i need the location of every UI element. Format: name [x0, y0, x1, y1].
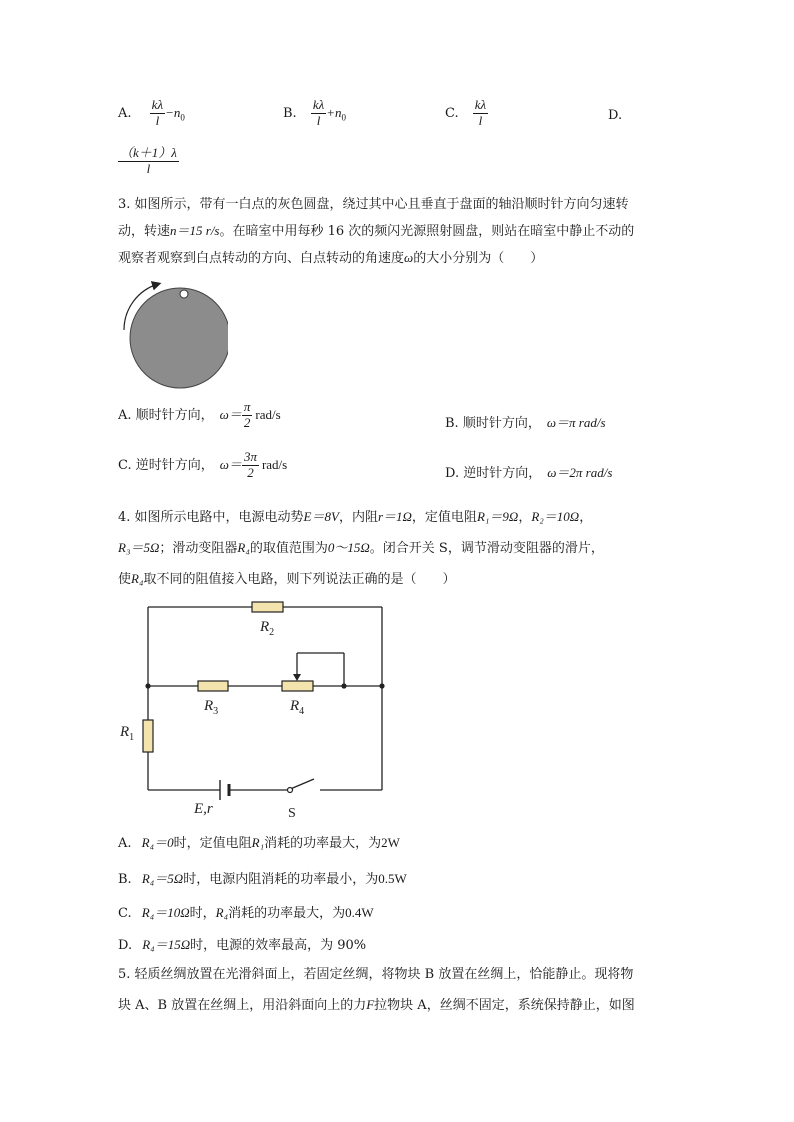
math-r3: R₃＝5Ω [118, 540, 160, 555]
q4-option-a [118, 832, 400, 851]
q2-option-b-tail: +n [326, 104, 342, 120]
math-range: 0～15Ω [327, 540, 370, 555]
text: 时，电源内阻消耗的功率最小，为 [183, 872, 379, 887]
frac-denominator: 2 [243, 414, 251, 430]
q4-stem [118, 502, 678, 595]
text: ， [579, 510, 593, 525]
math: R₄＝0 [141, 835, 174, 850]
slider-arrow-icon [293, 674, 301, 681]
label-r1: $R_1$ [120, 724, 135, 743]
text: 取不同的阻值接入电路，则下列说法正确的是（ ） [143, 572, 456, 587]
math: ω＝π rad/s [546, 415, 606, 430]
unit: rad/s [261, 456, 288, 472]
frac-denominator: l [316, 112, 321, 128]
math-r4: R₄ [131, 571, 144, 586]
q2-option-c-label: C. [445, 105, 459, 121]
text: D. 逆时针方向， [445, 466, 542, 481]
q2-option-a-label: A. [118, 105, 132, 121]
frac-numerator: kλ [151, 97, 164, 112]
q3-line-3 [118, 245, 678, 272]
text: A. 顺时针方向， [118, 407, 214, 423]
text: A. [118, 836, 132, 851]
q2-option-c [445, 98, 488, 129]
q4-line-3 [118, 564, 678, 595]
text: 消耗的功率最大，为 [228, 906, 346, 921]
rotating-disk-figure [118, 280, 228, 390]
text: 时， [189, 906, 216, 921]
frac-numerator: kλ [312, 97, 325, 112]
math-emf: E＝8V [303, 509, 339, 524]
text: C. 逆时针方向， [118, 457, 214, 473]
q3-stem [118, 192, 678, 272]
junction-dot [341, 683, 346, 688]
resistor-r3 [198, 681, 228, 691]
math: 0.4W [345, 905, 374, 920]
text: B. 顺时针方向， [445, 416, 541, 431]
junction-dot [145, 683, 150, 688]
math: R₄ [215, 905, 229, 920]
gray-disk [130, 288, 228, 388]
subscript: 0 [180, 112, 185, 123]
text: 。闭合开关 S，调节滑动变阻器的滑片， [369, 541, 604, 556]
q3-option-a [118, 400, 281, 431]
label-r2: $R_2$ [260, 619, 275, 638]
frac-denominator: l [478, 112, 483, 128]
q3-line-2 [118, 218, 678, 245]
text: D. [118, 938, 133, 953]
math: ω＝ [219, 406, 242, 422]
label-switch: S [288, 806, 296, 821]
q2-option-b-fraction [311, 98, 326, 129]
frac-numerator: kλ [474, 97, 487, 112]
q4-option-b [118, 868, 407, 887]
math: 0.5W [378, 871, 407, 886]
q3-option-d [445, 462, 612, 481]
q4-option-d [118, 934, 366, 953]
math: 2W [381, 835, 400, 850]
text: 4. 如图所示电路中，电源电动势 [118, 510, 304, 525]
q5-line-1: 5. 轻质丝绸放置在光滑斜面上，若固定丝绸，将物块 B 放置在丝绸上，恰能静止。现将物 [118, 967, 634, 982]
white-dot [180, 290, 188, 298]
q3-option-c [118, 450, 287, 481]
circuit-diagram [110, 595, 400, 825]
math: R₄＝5Ω [141, 871, 184, 886]
text: 动，转速 [118, 224, 171, 239]
text: ，定值电阻 [411, 510, 477, 525]
math: R₁ [251, 835, 265, 850]
fraction [242, 450, 259, 481]
q2-option-a-tail: −n [165, 104, 181, 120]
label-battery: E,r [194, 801, 213, 817]
q2-option-b-label: B. [283, 105, 297, 121]
math: R₄＝10Ω [141, 905, 190, 920]
frac-denominator: l [155, 112, 160, 128]
q4-line-2 [118, 533, 678, 564]
math: ω＝ [219, 456, 242, 472]
text: C. [118, 906, 132, 921]
text: 使 [118, 572, 132, 587]
text: ， [518, 510, 532, 525]
junction-dot [379, 683, 384, 688]
frac-numerator: π [243, 399, 251, 414]
fraction [118, 146, 179, 177]
q2-option-c-fraction [473, 98, 488, 129]
text: 时，电源的效率最高，为 90% [190, 938, 367, 953]
text: 的取值范围为 [249, 541, 328, 556]
math-r2: R₂＝10Ω [531, 509, 580, 524]
q4-line-1 [118, 502, 678, 533]
text: ，内阻 [338, 510, 378, 525]
math-omega: ω [404, 250, 414, 265]
frac-numerator: （k＋1）λ [120, 145, 177, 160]
resistor-r2 [252, 602, 283, 612]
math: R₄＝15Ω [142, 937, 191, 952]
fraction [242, 400, 253, 431]
text: 观察者观察到白点转动的方向、白点转动的角速度 [118, 251, 405, 266]
math-force: F [366, 997, 375, 1012]
text: 的大小分别为（ ） [413, 251, 544, 266]
math-internal-resistance: r＝1Ω [377, 509, 412, 524]
frac-denominator: 2 [247, 464, 254, 480]
text: 。在暗室中用每秒 16 次的频闪光源照射圆盘，则站在暗室中静止不动的 [219, 224, 635, 239]
math-r4: R₄ [237, 540, 250, 555]
q2-option-a-fraction [150, 98, 165, 129]
text: 时，定值电阻 [173, 836, 252, 851]
rheostat-r4 [282, 681, 313, 691]
math: ω＝2π rad/s [547, 465, 613, 480]
text: 拉物块 A，丝绸不固定，系统保持静止，如图 [374, 998, 635, 1013]
q3-line-1: 3. 如图所示，带有一白点的灰色圆盘，绕过其中心且垂直于盘面的轴沿顺时针方向匀速转 [118, 197, 629, 212]
text: 块 A、B 放置在丝绸上，用沿斜面向上的力 [118, 998, 367, 1013]
q4-option-c [118, 902, 374, 921]
q5-line-2 [118, 990, 678, 1021]
label-r3: $R_3$ [204, 698, 219, 717]
frac-denominator: l [146, 160, 151, 176]
q2-option-d-label: D. [608, 108, 623, 123]
q2-option-b [283, 98, 346, 129]
switch-contact [288, 788, 293, 793]
q2-option-d-fraction [118, 146, 179, 177]
resistor-r1 [143, 720, 153, 752]
text: 消耗的功率最大，为 [264, 836, 382, 851]
text: ；滑动变阻器 [159, 541, 238, 556]
q5-stem [118, 960, 678, 1021]
q2-option-a [118, 98, 185, 129]
text: B. [118, 872, 132, 887]
subscript: 0 [341, 112, 347, 123]
q3-option-b [445, 412, 606, 431]
unit: rad/s [255, 406, 281, 422]
label-r4: $R_4$ [290, 698, 305, 717]
math-r1: R₁＝9Ω [476, 509, 519, 524]
math-speed: n＝15 r/s [170, 223, 220, 238]
frac-numerator: 3π [243, 449, 257, 464]
